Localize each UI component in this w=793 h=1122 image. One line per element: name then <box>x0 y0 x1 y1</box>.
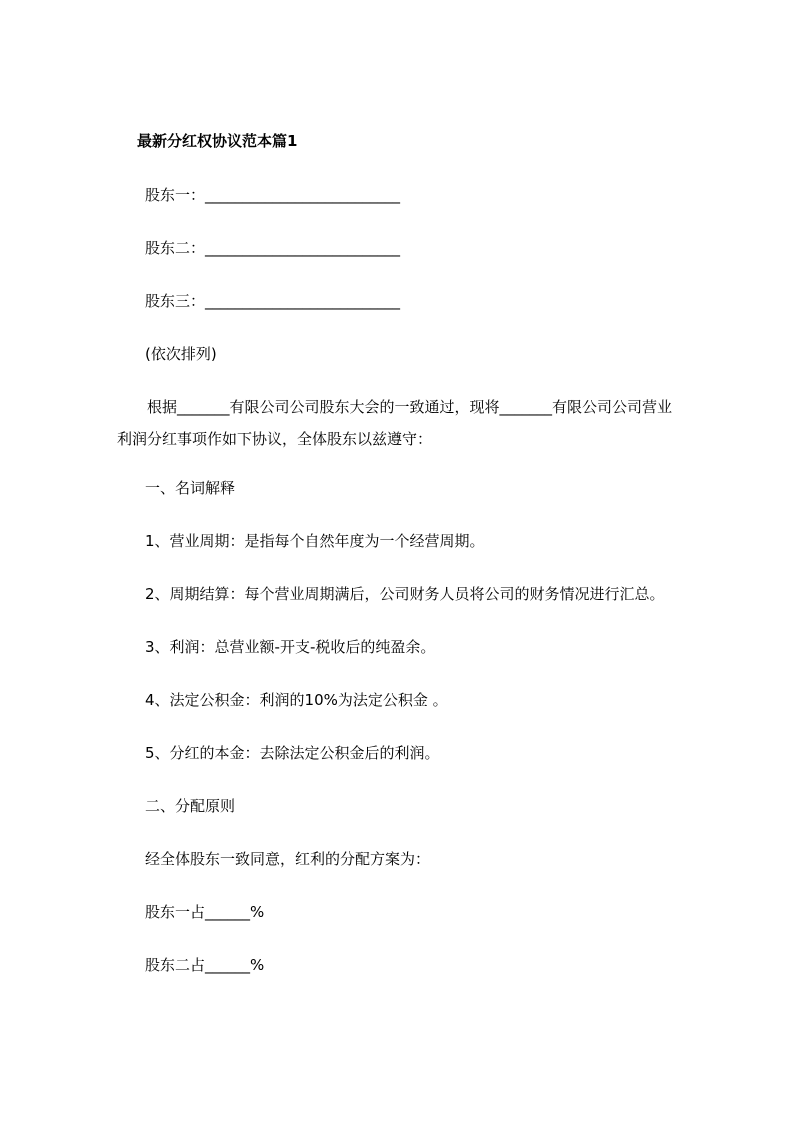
section-heading-distribution: 二、分配原则 <box>145 797 236 815</box>
document-title: 最新分红权协议范本篇1 <box>137 132 298 150</box>
definition-item-4: 4、法定公积金：利润的10%为法定公积金 。 <box>145 691 448 709</box>
shareholder-line-1: 股东一：__________________________ <box>145 186 401 204</box>
definition-item-5: 5、分红的本金：去除法定公积金后的利润。 <box>145 744 440 762</box>
definition-item-1: 1、营业周期：是指每个自然年度为一个经营周期。 <box>145 532 485 550</box>
shareholder-line-2: 股东二：__________________________ <box>145 239 401 257</box>
shareholder-line-3: 股东三：__________________________ <box>145 292 401 310</box>
order-note: (依次排列) <box>145 345 217 363</box>
share-line-2: 股东二占______% <box>145 956 265 974</box>
intro-paragraph: 根据_______有限公司公司股东大会的一致通过，现将_______有限公司公司营业利润分红事项作如下协议，全体股东以兹遵守： <box>117 398 673 448</box>
section-heading-definitions: 一、名词解释 <box>145 479 236 497</box>
definition-item-3: 3、利润：总营业额-开支-税收后的纯盈余。 <box>145 638 436 656</box>
definition-item-2: 2、周期结算：每个营业周期满后，公司财务人员将公司的财务情况进行汇总。 <box>145 585 665 603</box>
share-line-1: 股东一占______% <box>145 903 265 921</box>
distribution-intro: 经全体股东一致同意，红利的分配方案为： <box>145 850 431 868</box>
